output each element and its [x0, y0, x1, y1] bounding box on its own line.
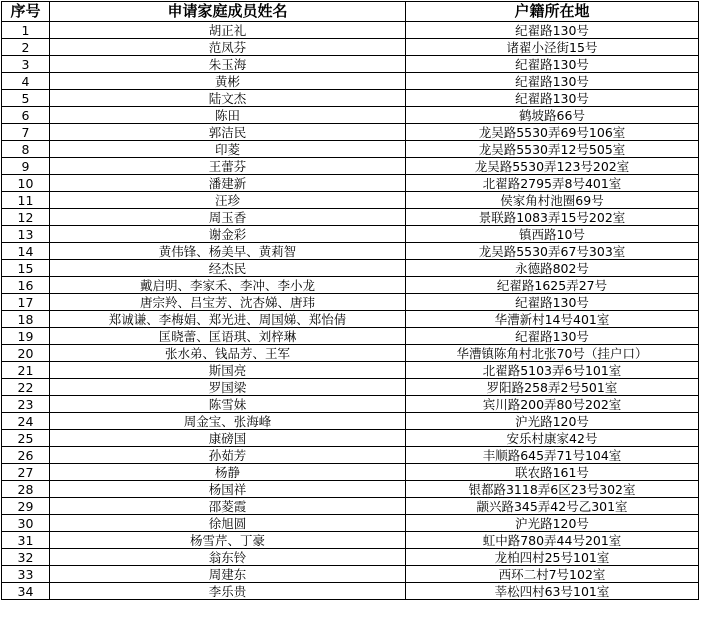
- cell-applicant-names: 潘建新: [50, 175, 406, 192]
- cell-household-address: 华漕新村14号401室: [406, 311, 699, 328]
- cell-index: 1: [2, 22, 50, 39]
- cell-applicant-names: 唐宗羚、吕宝芳、沈杏娣、唐玮: [50, 294, 406, 311]
- cell-household-address: 永德路802号: [406, 260, 699, 277]
- cell-applicant-names: 杨静: [50, 464, 406, 481]
- cell-household-address: 镇西路10号: [406, 226, 699, 243]
- cell-applicant-names: 陈雪妹: [50, 396, 406, 413]
- header-household-address: 户籍所在地: [406, 2, 699, 22]
- cell-household-address: 景联路1083弄15号202室: [406, 209, 699, 226]
- cell-applicant-names: 张水弟、钱品芳、王军: [50, 345, 406, 362]
- table-row: [2, 311, 699, 328]
- cell-household-address: 虹中路780弄44号201室: [406, 532, 699, 549]
- cell-index: 8: [2, 141, 50, 158]
- cell-household-address: 华漕镇陈角村北张70号（挂户口）: [406, 345, 699, 362]
- table-row: [2, 481, 699, 498]
- cell-applicant-names: 杨国祥: [50, 481, 406, 498]
- cell-applicant-names: 周玉香: [50, 209, 406, 226]
- cell-household-address: 颛兴路345弄42号乙301室: [406, 498, 699, 515]
- cell-index: 26: [2, 447, 50, 464]
- table-row: [2, 243, 699, 260]
- table-row: [2, 549, 699, 566]
- cell-household-address: 纪翟路130号: [406, 73, 699, 90]
- cell-index: 4: [2, 73, 50, 90]
- table-row: [2, 532, 699, 549]
- cell-index: 7: [2, 124, 50, 141]
- table-row: [2, 447, 699, 464]
- cell-index: 18: [2, 311, 50, 328]
- header-row: [2, 2, 699, 22]
- cell-household-address: 龙吴路5530弄123号202室: [406, 158, 699, 175]
- cell-index: 3: [2, 56, 50, 73]
- cell-applicant-names: 周建东: [50, 566, 406, 583]
- cell-applicant-names: 匡晓蕾、匡语琪、刘梓琳: [50, 328, 406, 345]
- table-row: [2, 498, 699, 515]
- cell-household-address: 沪光路120号: [406, 515, 699, 532]
- cell-index: 33: [2, 566, 50, 583]
- cell-index: 9: [2, 158, 50, 175]
- cell-index: 13: [2, 226, 50, 243]
- table-row: [2, 464, 699, 481]
- household-table-container: [1, 1, 698, 600]
- cell-household-address: 龙吴路5530弄67号303室: [406, 243, 699, 260]
- table-row: [2, 39, 699, 56]
- table-row: [2, 362, 699, 379]
- cell-index: 5: [2, 90, 50, 107]
- cell-index: 17: [2, 294, 50, 311]
- cell-household-address: 宾川路200弄80号202室: [406, 396, 699, 413]
- cell-applicant-names: 朱玉海: [50, 56, 406, 73]
- cell-household-address: 龙吴路5530弄12号505室: [406, 141, 699, 158]
- cell-household-address: 银都路3118弄6区23号302室: [406, 481, 699, 498]
- cell-applicant-names: 康磅国: [50, 430, 406, 447]
- cell-household-address: 纪翟路130号: [406, 90, 699, 107]
- cell-applicant-names: 胡正礼: [50, 22, 406, 39]
- cell-household-address: 西环二村7号102室: [406, 566, 699, 583]
- table-row: [2, 226, 699, 243]
- table-row: [2, 515, 699, 532]
- table-row: [2, 56, 699, 73]
- cell-index: 6: [2, 107, 50, 124]
- cell-household-address: 纪翟路130号: [406, 22, 699, 39]
- cell-index: 25: [2, 430, 50, 447]
- cell-index: 29: [2, 498, 50, 515]
- cell-applicant-names: 王蕾芬: [50, 158, 406, 175]
- cell-applicant-names: 经杰民: [50, 260, 406, 277]
- cell-index: 2: [2, 39, 50, 56]
- cell-applicant-names: 戴启明、李家禾、李冲、李小龙: [50, 277, 406, 294]
- table-row: [2, 107, 699, 124]
- header-index: 序号: [2, 2, 50, 22]
- cell-index: 12: [2, 209, 50, 226]
- cell-household-address: 北翟路2795弄8号401室: [406, 175, 699, 192]
- table-row: [2, 73, 699, 90]
- cell-household-address: 鹤坡路66号: [406, 107, 699, 124]
- cell-applicant-names: 陆文杰: [50, 90, 406, 107]
- cell-household-address: 纪翟路130号: [406, 294, 699, 311]
- cell-applicant-names: 黄伟锋、杨美早、黄莉智: [50, 243, 406, 260]
- table-row: [2, 141, 699, 158]
- cell-applicant-names: 李乐贵: [50, 583, 406, 600]
- table-row: [2, 566, 699, 583]
- cell-applicant-names: 范凤芬: [50, 39, 406, 56]
- cell-applicant-names: 黄彬: [50, 73, 406, 90]
- cell-index: 21: [2, 362, 50, 379]
- cell-index: 27: [2, 464, 50, 481]
- cell-applicant-names: 谢金彩: [50, 226, 406, 243]
- cell-index: 30: [2, 515, 50, 532]
- cell-household-address: 诸翟小泾街15号: [406, 39, 699, 56]
- table-row: [2, 22, 699, 39]
- cell-applicant-names: 斯国亮: [50, 362, 406, 379]
- cell-applicant-names: 郭洁民: [50, 124, 406, 141]
- table-row: [2, 209, 699, 226]
- table-row: [2, 430, 699, 447]
- table-row: [2, 175, 699, 192]
- cell-applicant-names: 郑诚谦、李梅娟、郑光进、周国娣、郑怡倩: [50, 311, 406, 328]
- cell-household-address: 莘松四村63号101室: [406, 583, 699, 600]
- table-row: [2, 260, 699, 277]
- cell-index: 32: [2, 549, 50, 566]
- table-row: [2, 379, 699, 396]
- table-row: [2, 583, 699, 600]
- cell-household-address: 纪翟路130号: [406, 328, 699, 345]
- cell-household-address: 安乐村康家42号: [406, 430, 699, 447]
- table-row: [2, 328, 699, 345]
- household-applicant-table: [1, 1, 699, 600]
- cell-index: 24: [2, 413, 50, 430]
- cell-household-address: 丰顺路645弄71号104室: [406, 447, 699, 464]
- table-row: [2, 396, 699, 413]
- cell-index: 22: [2, 379, 50, 396]
- table-row: [2, 345, 699, 362]
- cell-index: 19: [2, 328, 50, 345]
- cell-index: 28: [2, 481, 50, 498]
- cell-household-address: 北翟路5103弄6号101室: [406, 362, 699, 379]
- table-row: [2, 158, 699, 175]
- cell-household-address: 纪翟路1625弄27号: [406, 277, 699, 294]
- cell-index: 23: [2, 396, 50, 413]
- table-row: [2, 277, 699, 294]
- cell-applicant-names: 罗国梁: [50, 379, 406, 396]
- cell-household-address: 罗阳路258弄2号501室: [406, 379, 699, 396]
- cell-applicant-names: 印菱: [50, 141, 406, 158]
- cell-index: 20: [2, 345, 50, 362]
- cell-applicant-names: 徐旭圆: [50, 515, 406, 532]
- cell-applicant-names: 陈田: [50, 107, 406, 124]
- cell-index: 11: [2, 192, 50, 209]
- cell-applicant-names: 翁东铃: [50, 549, 406, 566]
- cell-applicant-names: 孙茹芳: [50, 447, 406, 464]
- cell-index: 10: [2, 175, 50, 192]
- cell-applicant-names: 周金宝、张海峰: [50, 413, 406, 430]
- cell-index: 16: [2, 277, 50, 294]
- cell-household-address: 沪光路120号: [406, 413, 699, 430]
- table-row: [2, 90, 699, 107]
- cell-household-address: 侯家角村池圈69号: [406, 192, 699, 209]
- cell-applicant-names: 汪珍: [50, 192, 406, 209]
- cell-index: 14: [2, 243, 50, 260]
- cell-household-address: 纪翟路130号: [406, 56, 699, 73]
- cell-household-address: 联农路161号: [406, 464, 699, 481]
- cell-household-address: 龙柏四村25号101室: [406, 549, 699, 566]
- table-row: [2, 124, 699, 141]
- cell-applicant-names: 邵菱霞: [50, 498, 406, 515]
- cell-index: 31: [2, 532, 50, 549]
- table-row: [2, 192, 699, 209]
- cell-index: 15: [2, 260, 50, 277]
- cell-household-address: 龙吴路5530弄69号106室: [406, 124, 699, 141]
- table-header: [2, 2, 699, 22]
- cell-applicant-names: 杨雪芹、丁豪: [50, 532, 406, 549]
- header-applicant-names: 申请家庭成员姓名: [50, 2, 406, 22]
- table-row: [2, 413, 699, 430]
- table-row: [2, 294, 699, 311]
- table-body: [2, 22, 699, 600]
- cell-index: 34: [2, 583, 50, 600]
